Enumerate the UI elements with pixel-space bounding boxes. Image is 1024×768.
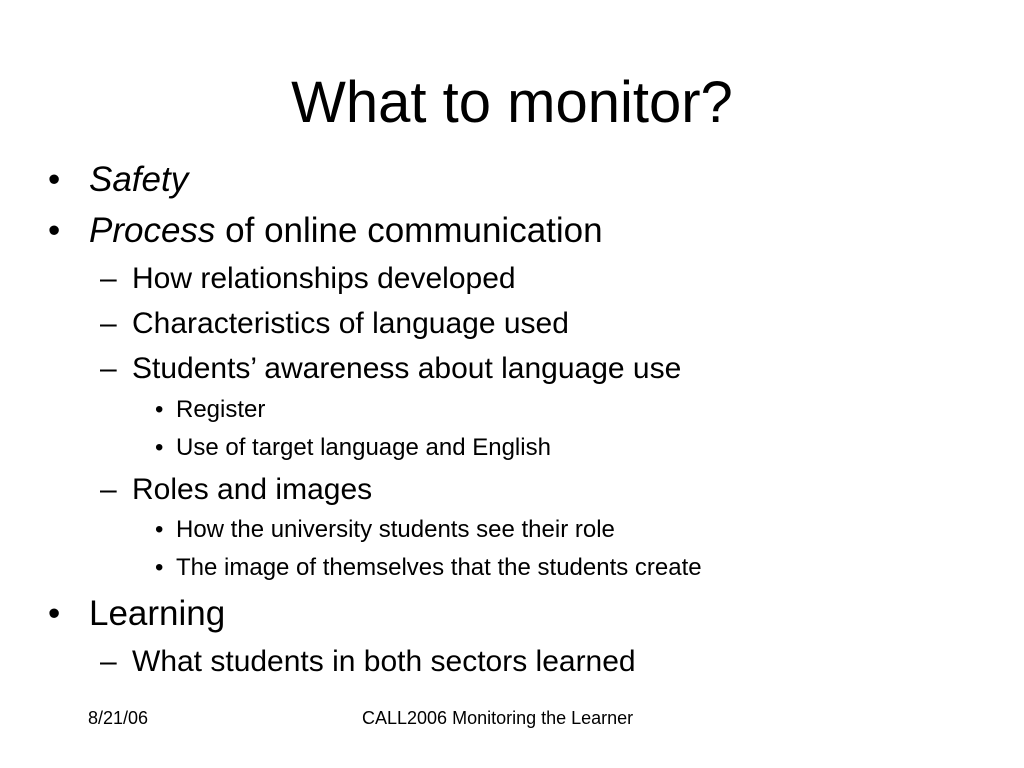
bullet-marker: • xyxy=(48,211,61,250)
sub-item-awareness: Students’ awareness about language use xyxy=(132,352,682,385)
bullet-item-process xyxy=(89,210,603,252)
dash-marker: – xyxy=(100,473,117,506)
bullet-item-learning: Learning xyxy=(89,594,226,633)
bullet-marker: • xyxy=(48,594,61,633)
sub-sub-item-register: Register xyxy=(176,396,266,423)
bullet-item-emphasis: Safety xyxy=(89,160,189,199)
sub-item-relationships: How relationships developed xyxy=(132,262,516,295)
sub-sub-item-target-language: Use of target language and English xyxy=(176,434,551,461)
bullet-marker: • xyxy=(155,516,164,543)
sub-sub-item-image: The image of themselves that the students create xyxy=(176,554,702,581)
dash-marker: – xyxy=(100,307,117,340)
footer-caption: CALL2006 Monitoring the Learner xyxy=(362,708,634,728)
slide-title: What to monitor? xyxy=(291,70,733,135)
bullet-item-emphasis: Process xyxy=(89,211,216,250)
bullet-marker: • xyxy=(155,554,164,581)
sub-item-roles: Roles and images xyxy=(132,473,373,506)
sub-sub-item-role: How the university students see their role xyxy=(176,516,615,543)
bullet-marker: • xyxy=(48,160,61,199)
dash-marker: – xyxy=(100,352,117,385)
bullet-item-safety xyxy=(89,159,188,201)
bullet-marker: • xyxy=(155,396,164,423)
dash-marker: – xyxy=(100,645,117,678)
sub-item-learned: What students in both sectors learned xyxy=(132,645,636,678)
footer-date: 8/21/06 xyxy=(88,708,149,728)
sub-item-characteristics: Characteristics of language used xyxy=(132,307,569,340)
bullet-marker: • xyxy=(155,434,164,461)
dash-marker: – xyxy=(100,262,117,295)
bullet-item-text: of online communication xyxy=(215,211,603,250)
